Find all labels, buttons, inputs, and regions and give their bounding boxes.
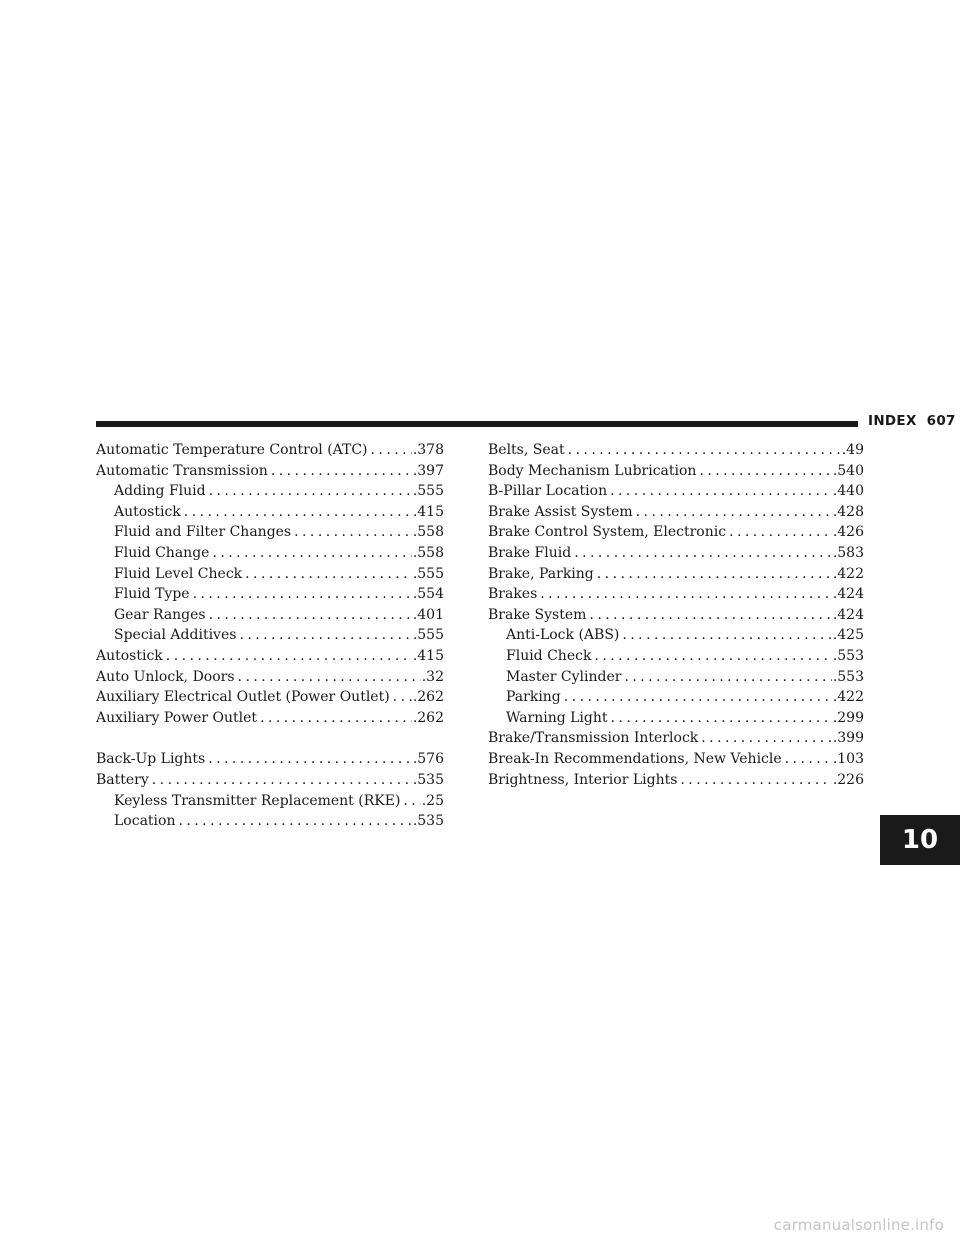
entry-page: .401 bbox=[412, 606, 444, 623]
index-entry bbox=[96, 667, 444, 688]
entry-page: .415 bbox=[412, 503, 444, 520]
index-subentry bbox=[488, 667, 864, 688]
entry-page: .378 bbox=[412, 442, 444, 458]
index-entry bbox=[96, 687, 444, 708]
index-entry bbox=[96, 708, 444, 729]
dot-leader bbox=[238, 667, 421, 688]
index-subentry bbox=[96, 625, 444, 646]
entry-page: .422 bbox=[832, 689, 864, 706]
entry-label: Brake, Parking bbox=[488, 565, 594, 582]
dot-leader bbox=[610, 481, 832, 502]
entry-label: Autostick bbox=[114, 503, 181, 520]
dot-leader bbox=[209, 481, 412, 502]
entry-page: .32 bbox=[421, 668, 444, 685]
dot-leader bbox=[209, 605, 412, 626]
entry-page: .428 bbox=[832, 503, 864, 520]
entry-label: Fluid Change bbox=[114, 544, 210, 561]
index-entry bbox=[488, 440, 864, 461]
entry-page: .555 bbox=[412, 627, 444, 644]
entry-page: .555 bbox=[412, 483, 444, 500]
entry-page: .553 bbox=[832, 668, 864, 685]
entry-page: .554 bbox=[412, 586, 444, 603]
entry-label: Belts, Seat bbox=[488, 442, 565, 458]
entry-label: Autostick bbox=[96, 647, 163, 664]
dot-leader bbox=[184, 502, 412, 523]
entry-page: .226 bbox=[832, 771, 864, 788]
index-subentry bbox=[488, 646, 864, 667]
dot-leader bbox=[212, 543, 411, 564]
entry-page: .262 bbox=[412, 709, 444, 726]
running-header bbox=[868, 413, 956, 429]
entry-label: Auto Unlock, Doors bbox=[96, 668, 235, 685]
index-entry bbox=[488, 728, 864, 749]
chapter-tab: 10 bbox=[880, 815, 960, 865]
index-subentry bbox=[96, 811, 444, 832]
entry-page: .425 bbox=[832, 627, 864, 644]
entry-label: Fluid Level Check bbox=[114, 565, 243, 582]
dot-leader bbox=[589, 605, 831, 626]
entry-label: Brake System bbox=[488, 606, 587, 623]
entry-label: Brake Control System, Electronic bbox=[488, 524, 727, 541]
index-column-left bbox=[96, 440, 444, 832]
dot-leader bbox=[680, 770, 831, 791]
dot-leader bbox=[622, 625, 831, 646]
entry-page: .49 bbox=[841, 442, 864, 458]
index-entry bbox=[96, 440, 444, 461]
entry-page: .558 bbox=[412, 524, 444, 541]
dot-leader bbox=[611, 708, 832, 729]
index-entry bbox=[96, 749, 444, 770]
section-title: INDEX bbox=[868, 413, 917, 429]
entry-label: Gear Ranges bbox=[114, 606, 206, 623]
entry-label: Brightness, Interior Lights bbox=[488, 771, 678, 788]
entry-label: Body Mechanism Lubrication bbox=[488, 462, 697, 479]
entry-label: Adding Fluid bbox=[114, 483, 206, 500]
entry-label: Back-Up Lights bbox=[96, 751, 206, 768]
dot-leader bbox=[260, 708, 412, 729]
index-subentry bbox=[96, 543, 444, 564]
entry-page: .555 bbox=[412, 565, 444, 582]
dot-leader bbox=[239, 625, 411, 646]
entry-label: Special Additives bbox=[114, 627, 237, 644]
dot-leader bbox=[193, 584, 412, 605]
entry-label: Automatic Transmission bbox=[96, 462, 268, 479]
index-entry bbox=[96, 646, 444, 667]
index-subentry bbox=[96, 791, 444, 812]
page-number: 607 bbox=[926, 413, 956, 429]
entry-label: B-Pillar Location bbox=[488, 483, 608, 500]
dot-leader bbox=[568, 440, 841, 461]
entry-page: .426 bbox=[832, 524, 864, 541]
dot-leader bbox=[166, 646, 412, 667]
entry-label: Master Cylinder bbox=[506, 668, 622, 685]
entry-page: .540 bbox=[832, 462, 864, 479]
entry-label: Brake Assist System bbox=[488, 503, 633, 520]
entry-page: .553 bbox=[832, 647, 864, 664]
dot-leader bbox=[729, 522, 832, 543]
entry-label: Warning Light bbox=[506, 709, 608, 726]
watermark: carmanualsonline.info bbox=[773, 1216, 944, 1234]
index-subentry bbox=[96, 502, 444, 523]
dot-leader bbox=[208, 749, 412, 770]
index-subentry bbox=[96, 564, 444, 585]
dot-leader bbox=[564, 687, 832, 708]
entry-label: Auxiliary Power Outlet bbox=[96, 709, 258, 726]
index-subentry bbox=[96, 605, 444, 626]
dot-leader bbox=[540, 584, 832, 605]
index-subentry bbox=[488, 687, 864, 708]
entry-gap bbox=[96, 728, 444, 749]
entry-label: Keyless Transmitter Replacement (RKE) bbox=[114, 792, 401, 809]
dot-leader bbox=[393, 687, 412, 708]
index-entry bbox=[488, 522, 864, 543]
entry-page: .576 bbox=[412, 751, 444, 768]
entry-label: Location bbox=[114, 813, 176, 830]
index-entry bbox=[96, 770, 444, 791]
index-entry bbox=[488, 564, 864, 585]
entry-label: Battery bbox=[96, 771, 149, 788]
dot-leader bbox=[701, 728, 832, 749]
entry-page: .535 bbox=[412, 771, 444, 788]
entry-page: .535 bbox=[412, 813, 444, 830]
entry-label: Brake Fluid bbox=[488, 544, 572, 561]
entry-label: Brake/Transmission Interlock bbox=[488, 730, 699, 747]
entry-label: Fluid Check bbox=[506, 647, 592, 664]
entry-page: .558 bbox=[412, 544, 444, 561]
entry-label: Fluid and Filter Changes bbox=[114, 524, 292, 541]
entry-page: .440 bbox=[832, 483, 864, 500]
entry-label: Auxiliary Electrical Outlet (Power Outlet) bbox=[96, 689, 390, 706]
entry-label: Brakes bbox=[488, 586, 538, 603]
entry-page: .415 bbox=[412, 647, 444, 664]
dot-leader bbox=[785, 749, 832, 770]
index-column-right bbox=[488, 440, 864, 790]
index-subentry bbox=[96, 584, 444, 605]
entry-page: .422 bbox=[832, 565, 864, 582]
dot-leader bbox=[597, 564, 832, 585]
index-entry bbox=[488, 770, 864, 791]
index-subentry bbox=[96, 522, 444, 543]
entry-page: .103 bbox=[832, 750, 864, 767]
entry-label: Break-In Recommendations, New Vehicle bbox=[488, 750, 782, 767]
index-entry bbox=[488, 481, 864, 502]
entry-page: .25 bbox=[421, 792, 444, 809]
dot-leader bbox=[271, 461, 412, 482]
entry-page: .397 bbox=[412, 462, 444, 479]
dot-leader bbox=[178, 811, 411, 832]
dot-leader bbox=[245, 564, 412, 585]
entry-label: Parking bbox=[506, 689, 561, 706]
index-entry bbox=[488, 543, 864, 564]
index-entry bbox=[488, 584, 864, 605]
entry-label: Automatic Temperature Control (ATC) bbox=[96, 442, 368, 458]
dot-leader bbox=[294, 522, 412, 543]
entry-page: .583 bbox=[832, 544, 864, 561]
dot-leader bbox=[574, 543, 832, 564]
index-entry bbox=[488, 749, 864, 770]
index-subentry bbox=[488, 708, 864, 729]
dot-leader bbox=[371, 440, 412, 461]
index-subentry bbox=[96, 481, 444, 502]
entry-label: Fluid Type bbox=[114, 586, 190, 603]
dot-leader bbox=[152, 770, 412, 791]
index-entry bbox=[488, 605, 864, 626]
dot-leader bbox=[624, 667, 831, 688]
entry-page: .262 bbox=[412, 689, 444, 706]
index-entry bbox=[488, 461, 864, 482]
entry-label: Anti-Lock (ABS) bbox=[506, 627, 620, 644]
header-rule bbox=[96, 421, 858, 427]
dot-leader bbox=[636, 502, 832, 523]
index-entry bbox=[96, 461, 444, 482]
entry-page: .424 bbox=[832, 606, 864, 623]
index-entry bbox=[488, 502, 864, 523]
index-subentry bbox=[488, 625, 864, 646]
entry-page: .399 bbox=[832, 730, 864, 747]
entry-page: .424 bbox=[832, 586, 864, 603]
dot-leader bbox=[699, 461, 831, 482]
dot-leader bbox=[403, 791, 420, 812]
entry-page: .299 bbox=[832, 709, 864, 726]
dot-leader bbox=[594, 646, 831, 667]
